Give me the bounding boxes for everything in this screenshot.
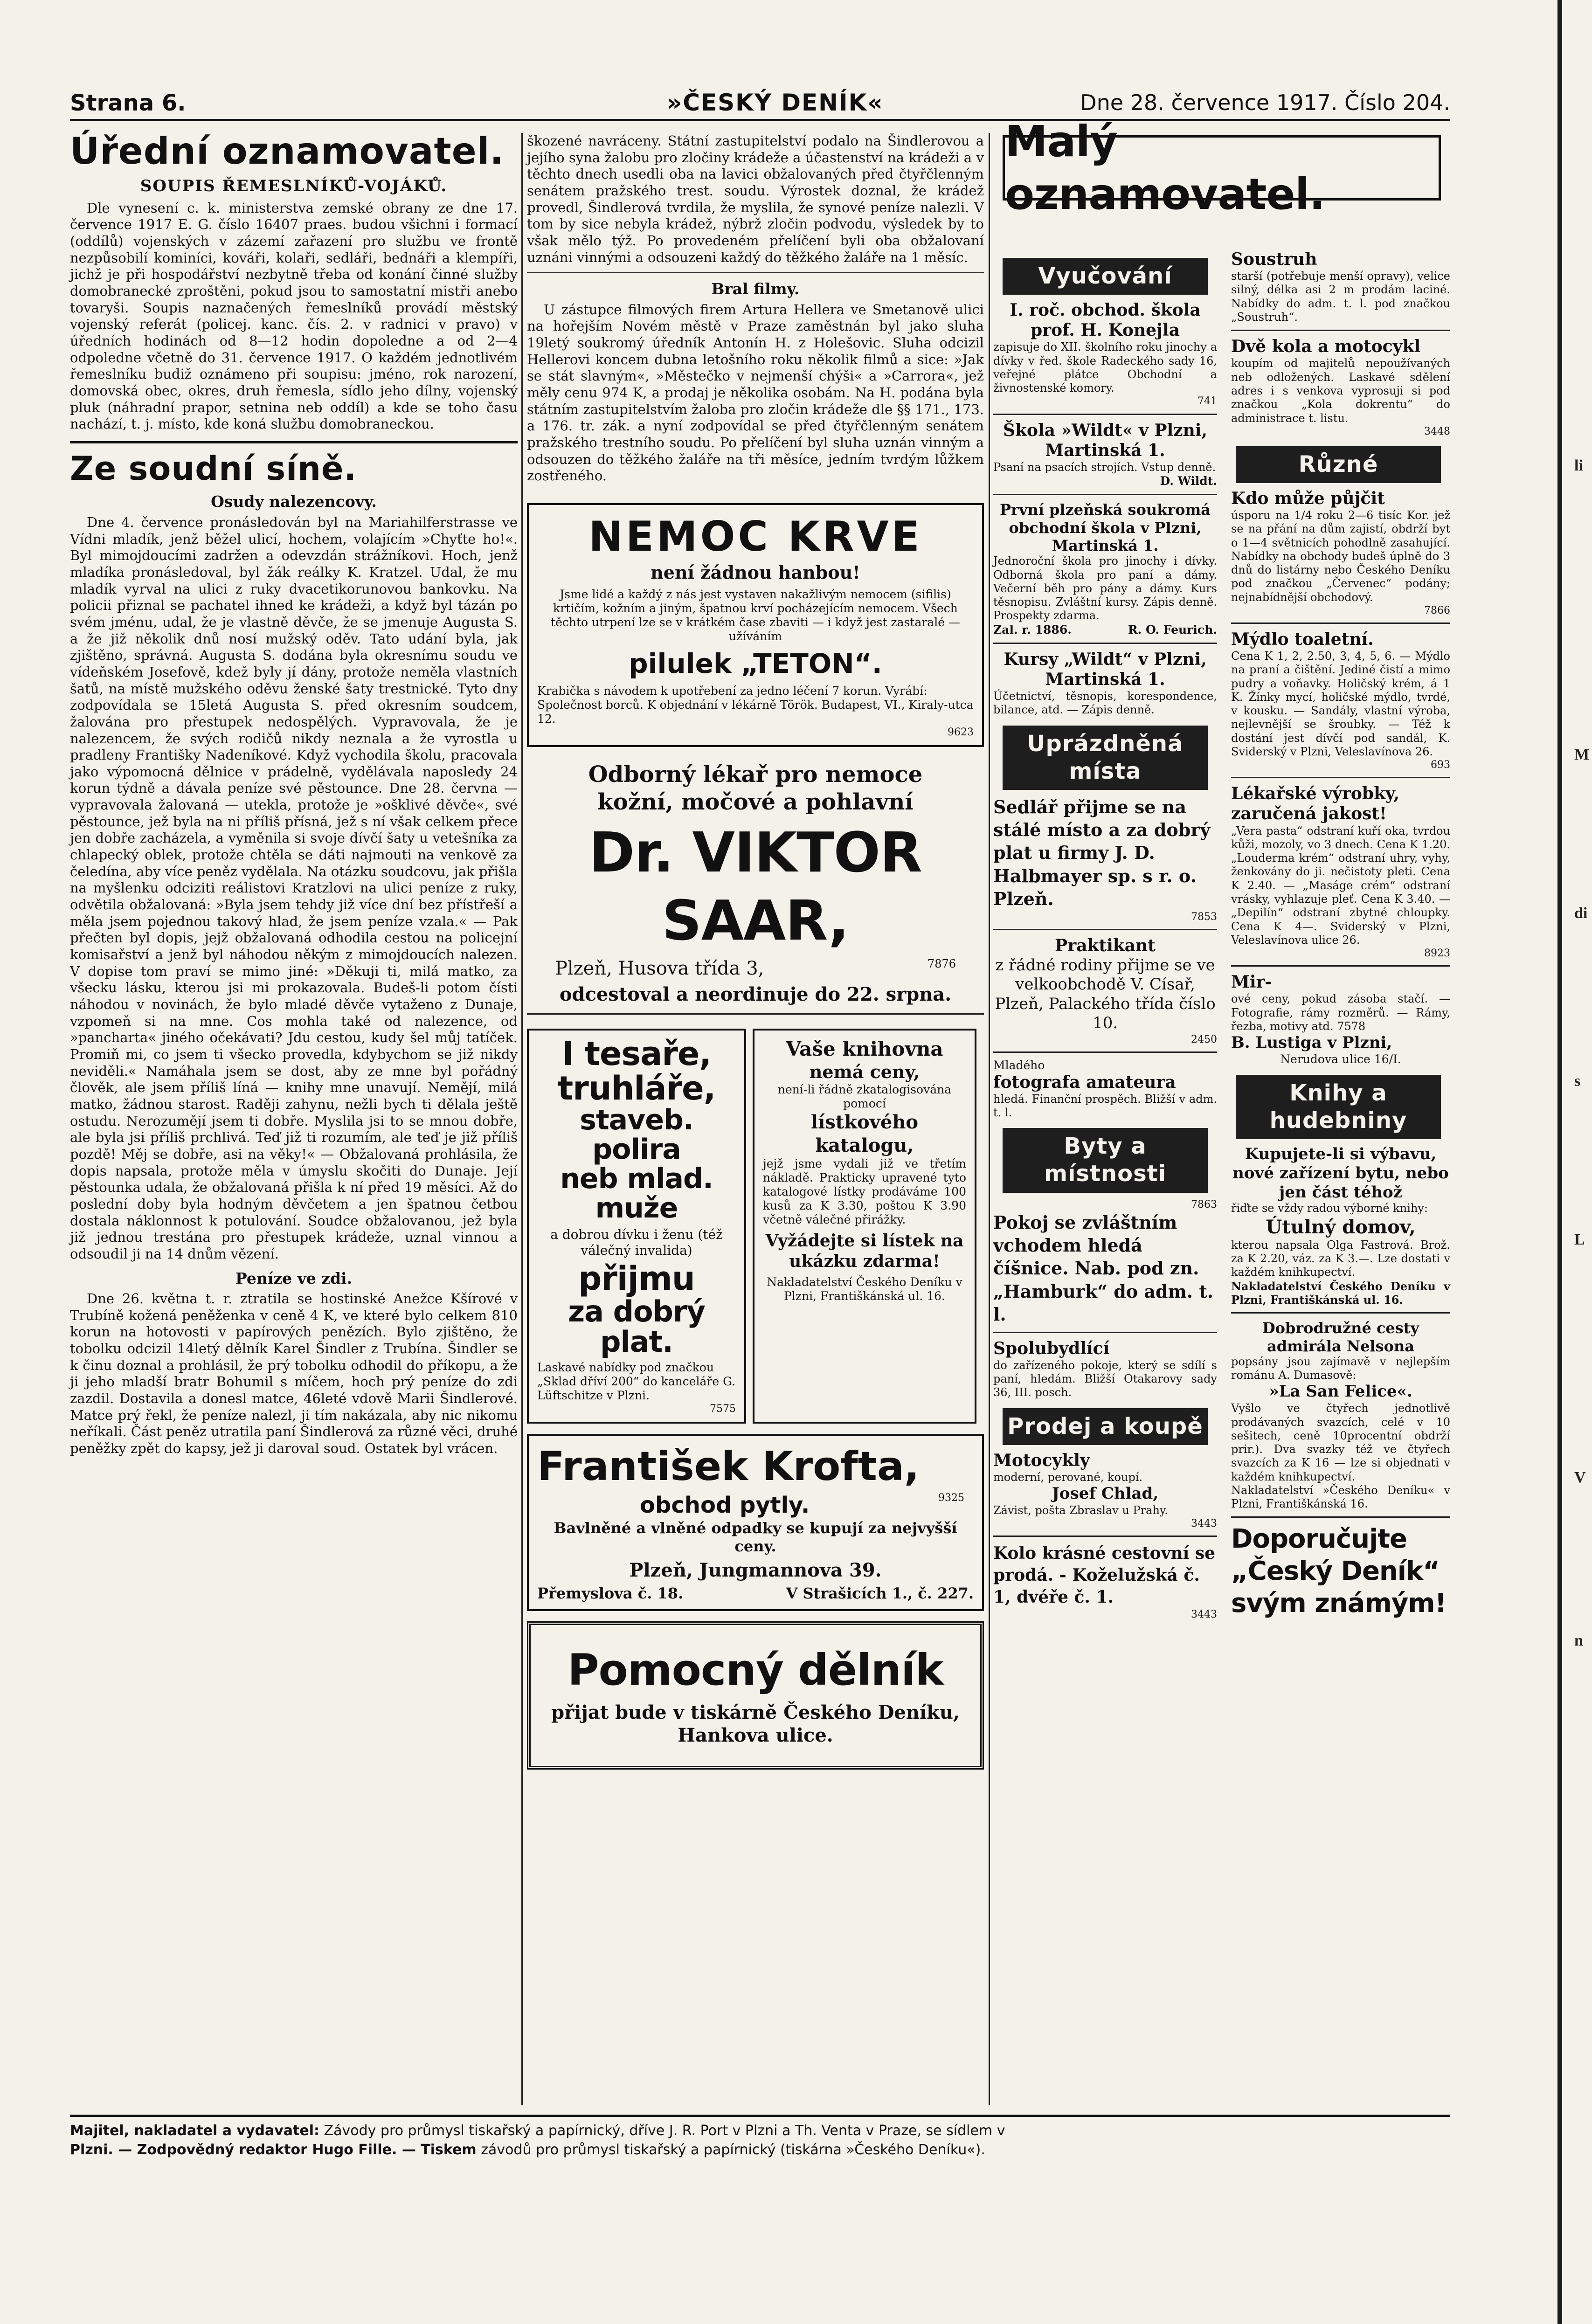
classified-head: I. roč. obchod. škola prof. H. Konejla [1010, 300, 1201, 340]
divider [1231, 777, 1450, 778]
imprint-footer [70, 2115, 1450, 2159]
classified-head: Soustruh [1231, 249, 1317, 269]
ad-text: Nakladatelství Českého Deníku v Plzni, Františkánská ul. 16. [767, 1275, 962, 1303]
classified-head: Mir- [1231, 972, 1272, 992]
ad-number: 7866 [1424, 604, 1450, 616]
classified-text: popsány jsou zajímavě v nejlepším románu A. Dumasově: [1231, 1355, 1450, 1382]
adjacent-page-fragment: di [1574, 905, 1588, 922]
divider [993, 1536, 1217, 1537]
ad-number: 9325 [938, 1492, 964, 1504]
ad-headline: František Krofta, [537, 1443, 920, 1490]
column-rule [989, 133, 990, 2105]
ad-headline: I tesaře, [562, 1035, 711, 1073]
ad-text: Bavlněné a vlněné odpadky se kupují za nejvyšší ceny. [554, 1519, 957, 1556]
adjacent-page-fragment: V [1574, 1469, 1586, 1486]
ad-number: 2450 [1191, 1033, 1217, 1045]
ad-headline: neb mlad. muže [560, 1162, 713, 1225]
classified-text: starší (potřebuje menší opravy), velice silný, délka asi 2 m prodám laciné. Nabídky do adm. t. l. pod značkou „Soustruh“. [1231, 270, 1450, 324]
category-banner: Prodej a koupě [1003, 1408, 1208, 1445]
section-heading-court: Ze soudní síně. [70, 449, 357, 488]
column-4 [1226, 133, 1450, 2105]
ad-number: 7876 [927, 957, 956, 970]
classified-book-title: Útulný domov, [1266, 1216, 1416, 1238]
divider [1231, 330, 1450, 331]
classified-head: Mýdlo toaletní. [1231, 629, 1374, 649]
classified-name: B. Lustiga v Plzni, [1231, 1033, 1392, 1052]
classified-head: Motocykly [993, 1450, 1090, 1470]
ad-number: 9623 [948, 726, 974, 739]
classified-head: Pokoj se zvláštním vchodem hledá číšnice. Nab. pod zn. „Hamburk“ do adm. t. l. [993, 1211, 1214, 1325]
classified-text: Vyšlo ve čtyřech jednotlivě prodávaných svazcích, celé v 10 sešitech, ceně 10procentní obdrží prir.). Dva svazky též ve čtyřech svazcích za K 16 — lze si objednati v každém knihkupectví. [1231, 1402, 1450, 1483]
divider [993, 643, 1217, 644]
ad-address: Plzeň, Husova třída 3, [555, 957, 764, 979]
classified-text: Jednoroční škola pro jinochy i dívky. Odborná škola pro paní a dámy. Večerní běh pro pány a dámy. Kurs těsnopisu. Zvláštní kursy. Zápis denně. Prospekty zdarma. [993, 554, 1217, 622]
classified-text: Cena K 1, 2, 2.50, 3, 4, 5, 6. — Mýdlo na praní a čištění. Jediné čistí a mimo pudry a voňavky. Holičský krém, á 1 K. Žínky mycí, holičské mýdlo, tvrdé, v kousku. — Sandály, vlastní výroba, nejlevnější se šroubky. — Též k dostání jest dívčí pod sandál, K. Sviderský v Plzni, Veleslavínova 26. [1231, 650, 1450, 758]
classified-signature: D. Wildt. [1160, 474, 1217, 488]
classified-book-title: »La San Felice«. [1269, 1382, 1412, 1401]
classifieds-heading: Malý oznamovatel. [1005, 116, 1325, 219]
classified-head: Kupujete-li si výbavu, nové zařízení bytu, nebo jen část téhož [1232, 1144, 1449, 1202]
page-number: Strana 6. [70, 90, 186, 116]
classified-text: ové ceny, pokud zásoba stačí. — Fotografie, rámy rozměrů. — Rámy, řezba, motivy atd. 7578 [1231, 992, 1450, 1033]
ad-subheadline: nemá ceny, [809, 1061, 920, 1082]
divider [1231, 622, 1450, 624]
ad-text: odcestoval a neordinuje do 22. srpna. [559, 983, 952, 1005]
advert-sawmill [527, 1029, 746, 1424]
column-1 [70, 133, 518, 2105]
section-heading-official: Úřední oznamovatel. [70, 131, 505, 173]
divider [993, 1332, 1217, 1333]
classified-head: Dvě kola a motocykl [1231, 337, 1421, 357]
article-title: Peníze ve zdi. [235, 1269, 353, 1287]
ad-doctor-name: Dr. VIKTOR SAAR, [589, 820, 922, 953]
ad-headline: za dobrý plat. [568, 1294, 705, 1359]
classified-head: Praktikant [1055, 935, 1156, 955]
ad-number: 7853 [1191, 911, 1217, 923]
ad-number: 8923 [1424, 948, 1450, 960]
classified-text: Psaní na psacích strojích. Vstup denně. [993, 460, 1216, 474]
classified-name: Josef Chlad, [1052, 1484, 1159, 1503]
ad-text: není-li řádně zkatalogisována pomocí [777, 1083, 952, 1111]
classified-address: Nerudova ulice 16/I. [1280, 1052, 1401, 1066]
classified-head: Sedlář přijme se na stálé místo a za dobrý plat u firmy J. D. Halbmayer sp. s r. o. Plzeň. [993, 796, 1211, 910]
ad-text: Krabička s návodem k upotřebení za jedno léčení 7 korun. Vyrábí: Společnost borců. K objednání v lékárně Török. Budapest, VI., Kiraly-utca 12. [537, 684, 974, 726]
ad-number: 7863 [1191, 1198, 1217, 1210]
classified-founded: Zal. r. 1886. [993, 622, 1072, 636]
category-banner: Uprázdněná místa [1003, 726, 1208, 790]
promo-tail: svým známým! [1231, 1588, 1447, 1619]
column-2 [527, 133, 984, 2105]
ad-address: Přemyslova č. 18. [537, 1584, 684, 1602]
classified-text: úsporu na 1/4 roku 2—6 tisíc Kor. jež se na přání na dům zajistí, obdrží byt o 1—4 světnicích pohodlně zasahující. Nabídky na obchody budeš úplně do 3 dnů do listárny nebo Českého Deníku pod značkou „Červenec“ podány; nejnabídnější obchodový. [1231, 509, 1450, 604]
article-title: SOUPIS ŘEMESLNÍKŮ-VOJÁKŮ. [140, 176, 448, 195]
classified-publisher: Nakladatelství »Českého Deníku« v Plzni, Františkánská 16. [1231, 1483, 1450, 1511]
imprint-text: závodů pro průmysl tiskařský a papírnický (tiskárna »Českého Deníku«). [481, 2141, 985, 2158]
imprint-label: Plzni. — Zodpovědný redaktor Hugo Fille. — Tiskem [70, 2141, 477, 2158]
advert-teton [527, 503, 984, 747]
ad-number: 741 [1197, 395, 1217, 408]
article-body: Dne 26. května t. r. ztratila se hostinské Anežce Kšírové v Trubíně kožená peněženka v ceně 4 K, ve které bylo celkem 810 korun na hotovosti v papírových penězích. Bylo zjištěno, že tobolku odcizil 14letý dělník Karel Šindler z Trubína. Šindler se k činu doznal a prohlásil, že prý tobolku odhodil do příkopu, a že ji jeho mladší bratr Bohumil s míčem, hoch prý peníze do zdi zazdil. Dostavila a donesl matce, 46leté vdově Marii Šindlerové. Matce prý řekl, že peníze nalezl, ji tím nakázala, aby nic nikomu neříkali. Část peněz utratila paní Šindlerová za různé věci, druhé peněžky zpět do kapsy, jež ji daroval soud. Ostatek byl vrácen. [70, 1291, 518, 1456]
column-rule [521, 133, 523, 2105]
classified-text: koupím od majitelů nepoužívaných neb odložených. Laskavé sdělení adres i s venkova vyprosuji si pod značkou „Kola dokrentu“ do administrace t. listu. [1231, 357, 1450, 425]
classified-publisher: Nakladatelství Českého Deníku v Plzni, Františkánská ul. 16. [1231, 1279, 1450, 1307]
category-banner: Různé [1236, 446, 1441, 483]
classified-text: zapisuje do XII. školního roku jinochy a dívky v řed. škole Radeckého sady 16, veřejné plátce Obchodní a živnostenské komory. [993, 340, 1217, 395]
imprint-label: Majitel, nakladatel a vydavatel: [70, 2123, 319, 2139]
advert-saar [527, 761, 984, 1015]
classified-signature: R. O. Feurich. [1128, 622, 1217, 636]
article-title: Osudy nalezencovy. [211, 492, 377, 511]
ad-headline: lístkového katalogu, [810, 1111, 919, 1156]
adjacent-page-fragment: s [1574, 1072, 1581, 1090]
classified-head: Dobrodružné cesty admirála Nelsona [1262, 1319, 1419, 1355]
ad-number: 3443 [1191, 1518, 1217, 1530]
divider [993, 929, 1217, 930]
issue-date: Dne 28. července 1917. Číslo 204. [1080, 90, 1450, 115]
classified-head: Kdo může půjčit [1231, 488, 1385, 508]
page-gutter [1557, 0, 1562, 2324]
article-body: škozené navráceny. Státní zastupitelství podalo na Šindlerovou a jejího syna žalobu pro zločiny krádeže a účastenství na krádeži a v těchto dnech usedli oba na lavici obžalovaných před čtyřčlenným senátem pražského trest. soudu. Výrostek doznal, že krádež provedl, Šindlerová tvrdila, že myslila, že synové peníze nalezli. V tom by sice nebyla krádež, nýbrž zločin podvodu, výsledek by to však mělo týž. Po provedeném přelíčení byli oba obžalovaní uznáni vinnými a odsouzeni každý do těžkého žaláře na 1 měsíc. [527, 133, 984, 265]
ad-text: Laskavé nabídky pod značkou „Sklad dříví 200“ do kanceláře G. Lüftschitze v Plzni. [537, 1360, 736, 1402]
advert-laborer [527, 1621, 984, 1770]
adjacent-page-edge [1557, 0, 1592, 2324]
divider [1231, 965, 1450, 967]
classified-pretext: Mladého [993, 1058, 1045, 1072]
ad-headline: přijmu [578, 1259, 695, 1298]
divider [70, 441, 518, 443]
classified-head: Kolo krásné cestovní se prodá. - Koželužská č. 1, dvéře č. 1. [993, 1543, 1216, 1607]
ad-text: přijat bude v tiskárně Českého Deníku, Hankova ulice. [551, 1702, 960, 1747]
adjacent-page-fragment: L [1574, 1231, 1585, 1248]
divider [527, 272, 984, 273]
advert-krofta [527, 1434, 984, 1611]
article-body: Dne 4. července pronásledován byl na Mariahilferstrasse ve Vídni mladík, jenž běžel ulicí, hochem, volajícím »Chyťte ho!«. Byl mimojdoucími zadržen a odevzdán strážníkovi. Hoch, jenž mladíka pronásledoval, byl žák reálky K. Kratzel. Udal, že mu mladík vyrval na ulici z ruky dvacetikorunovou bankovku. Na policii přiznal se pachatel ihned ke krádeži, a když byl tázán po svém jménu, udal, že je vlastně děvče, že se jmenuje Augusta S. a že již několik dnů nosí mužský oděv. Tato udání byla, jak zjištěno, správná. Augusta S. dodána byla okresnímu soudu ve vídeňském Josefově, kdež byly jí dány, protože neměla vlastních šatů, na místě mužského oděvu ženské šaty trestnické. Tyto dny zodpovídala se 15letá Augusta S. před okresním soudcem, žalována pro přestupek nedospělých. Vypravovala, že je nalezencem, že svých rodičů nikdy neznala a že vyrostla u pradleny Františky Nadeníkové. Když vychodila školu, pracovala jako výpomocná dělnice v prádelně, vydělávala naposledy 24 korun týdně a dávala peníze své pěstounce. Dne 28. června — vypravovala žalovaná — utekla, protože je »ošklivé děvče«, své pěstounce, jež byla na ni příliš přísná, jež s ní však celkem přece jen dobře zacházela, a vyměnila si svoje dívčí šaty u vetešníka za chlapecký oblek, protože chtěla se dáti najmouti na venkově za čeledína, aby více peněz vydělala. Na otázku soudcovu, jak přišla na myšlenku odciziti reálistovi Kratzlovi na ulici peníze z ruky, odvětila obžalovaná: »Byla jsem tehdy již více dní bez přístřeší a měla jsem pojednou takový hlad, že jsem peníze vzala.« — Pak přečten byl dopis, jejž obžalovaná odhodila cestou na policejní komisařství a jenž byl náhodou někým z mimojdoucích nalezen. V dopise tom praví se mimo jiné: »Děkuji ti, milá matko, za všecku lásku, kterou jsi mi prokazovala. Budeš-li potom čísti náhodou v novinách, že bylo mladé děvče vytaženo z Dunaje, vzpomeň si na mne. Cos mohla také od nalezence, od »pancharta« jiného očekávati? Jdu cestou, kudy šel můj tatíček. Promiň mi, co jsem ti všecko provedla, kdybychom se již nikdy neviděli.« Namáhala jsem se dost, aby ze mne byl pořádný člověk, ale jsem příliš líná — knihy mne unavují. Nemějí, milá matko, žádnou starost. Raději zahynu, nežli bych ti dělala ještě ostudu. Nerozumějí jsem ti dobře. Myslila jsi to se mnou dobře, ale byla jsi příliš prchlivá. Teď již ti rozumím, ale teď je již příliš pozdě! Měj se dobře, asi na věky!« — Obžalovaná prohlásila, že dopis napsala, protože měla v úmyslu skočiti do Dunaje. Její pěstounka udala, že obžalovaná přišla k ní před 19 měsíci. Až do poslední doby byla hodným děvčetem a jen špatnou četbou dostala náklonnost k potulování. Soudce obžalovanou, jež byla již jednou trestána pro přestupek krádeže, uznal vinnou a odsoudil ji na 14 dnům vězení. [70, 514, 518, 1262]
article-body: U zástupce filmových firem Artura Hellera ve Smetanově ulici na hořejším Novém městě v Praze zaměstnán byl jako sluha 19letý soukromý úředník Antonín H. z Holešovic. Sluha odcizil Hellerovi koncem dubna letošního roku několik filmů a sice: »Jak se stát slavným«, »Městečko v nejmenší chýši« a »Carrora«, jež měly cenu 974 K, a prodaj je několika osobám. Na H. podána byla státním zastupitelstvím žaloba pro zločin krádeže dle §§ 171., 173. a 176. tr. zák. a nyní zodpovídal se před čtyřčlenným senátem pražského trestního soudu. Po přelíčení byl sluha uznán vinným a odsouzen do těžkého žaláře na tři měsíce, jedním tvrdým lůžkem zostřeného. [527, 301, 984, 484]
ad-headline: Vyžádejte si lístek na ukázku zdarma! [765, 1231, 964, 1272]
adjacent-page-fragment: li [1574, 457, 1583, 474]
classified-head: fotografa amateura [993, 1072, 1176, 1092]
ad-subheadline: obchod pytly. [640, 1492, 810, 1518]
classified-head: Kursy „Wildt“ v Plzni, Martinská 1. [1004, 649, 1207, 689]
ad-headline: staveb. polira [580, 1104, 693, 1166]
ad-product: pilulek „TETON“. [629, 648, 882, 680]
category-banner: Vyučování [1003, 258, 1208, 295]
article-body: Dle vynesení c. k. ministerstva zemské obrany ze dne 17. července 1917 E. G. číslo 16407 praes. budou všichni i formací (oddílů) vojenských v zázemí zařazení pro službu ve frontě nezpůsobilí kominíci, kováři, kolaři, sedláři, bednáři a klempíři, jichž je při hospodářství nezbytně třeba od konání činné služby domobranecké zproštěni, pokud jsou to samostatní mistři anebo tovaryši. Soupis naznačených řemeslníků provádí městský vojenský referát (policej. kanc. čís. 2. v radnici v pravo) v úředních hodinách od 8—12 hodin dopoledne a od 2—4 odpoledne včetně do 31. července 1917. O každém jednotlivém řemeslníku budiž oznámeno při soupisu: jméno, rok narození, domovská obec, okres, druh řemesla, sídlo jeho dílny, vojenský pluk (náhradní prapor, setnina neb oddíl) a kde se toho času nachází, t. j. místo, kde koná službu domobraneckou. [70, 200, 518, 432]
divider [993, 414, 1217, 415]
ad-headline: NEMOC KRVE [588, 512, 922, 561]
classified-address: Závist, pošta Zbraslav u Prahy. [993, 1503, 1168, 1517]
article-title: Bral filmy. [711, 280, 800, 298]
ad-text: jejž jsme vydali již ve třetím nákladě. Prakticky upravené tyto katalogové lístky prodáváme 100 kusů za K 3.30, poštou K 3.90 včetně válečné přirážky. [763, 1156, 966, 1226]
classified-text: kterou napsala Olga Fastrová. Brož. za K 2.20, váz. za K 3.—. Lze dostati v každém knihkupectví. [1231, 1238, 1450, 1279]
ad-text: Jsme lidé a každý z nás jest vystaven nakažlivým nemocem (sifilis) krtičím, kožním a jiným, špatnou krví pocházejícím nemocem. Všech těchto utrpení lze se v krátkém čase zbaviti — i když jest zastaralé — užíváním [551, 588, 960, 643]
category-banner: Byty a místnosti [1003, 1128, 1208, 1192]
imprint-text: Závody pro průmysl tiskařský a papírnický, dříve J. R. Port v Plzni a Th. Venta v Praze, se sídlem v [324, 2123, 1005, 2139]
ad-address: V Strašicích 1., č. 227. [786, 1584, 974, 1602]
ad-subheadline: není žádnou hanbou! [651, 562, 860, 583]
classified-text: hledá. Finanční prospěch. Bližší v adm. t. l. [993, 1092, 1217, 1120]
ad-text: kožní, močové a pohlavní [597, 789, 914, 816]
category-banner: Knihy a hudebniny [1236, 1075, 1441, 1139]
ad-address: Plzeň, Jungmannova 39. [629, 1559, 882, 1581]
divider [1231, 1516, 1450, 1518]
classified-text: „Vera pasta“ odstraní kuří oka, tvrdou kůži, mozoly, vo 3 dnech. Cena K 1.20. „Louderma krém“ odstraní uhry, vyhy, ženkovány do ji. nečistoty pleti. Cena K 2.40. — „Maságe crém“ odstraní vrásky, vyhlazuje pleť. Cena K 3.40. — „Depilín“ odstraní zbytné chloupky. Cena K 4—. Sviderský v Plzni, Veleslavínova ulice 26. [1231, 824, 1450, 947]
ad-headline: truhláře, [557, 1069, 716, 1107]
ad-number: 3443 [1191, 1608, 1217, 1620]
classified-head: Spolubydlící [993, 1338, 1110, 1358]
classified-head: Škola »Wildt« v Plzni, Martinská 1. [1003, 420, 1207, 460]
ad-headline: Vaše knihovna [786, 1038, 943, 1061]
adjacent-page-fragment: n [1574, 1632, 1583, 1649]
classified-text: z řádné rodiny přijme se ve velkoobchodě V. Císař, Plzeň, Palackého třída číslo 10. [995, 955, 1216, 1033]
adjacent-page-fragment: M [1574, 746, 1590, 763]
classified-text: Účetnictví, těsnopis, korespondence, bilance, atd. — Zápis denně. [993, 690, 1217, 717]
ad-headline: Pomocný dělník [568, 1645, 943, 1695]
divider [1231, 1312, 1450, 1314]
ad-text: Odborný lékař pro nemoce [588, 761, 923, 788]
classified-head: Lékařské výrobky, zaručená jakost! [1231, 784, 1400, 824]
classified-text: moderní, perované, koupí. [993, 1470, 1143, 1484]
ad-number: 693 [1431, 759, 1450, 771]
classified-text: do zařízeného pokoje, který se sdílí s paní, hledám. Bližší Otakarovy sady 36, III. posch. [993, 1358, 1217, 1399]
ad-number: 7575 [710, 1403, 736, 1415]
ad-text: a dobrou dívku i ženu (též válečný invalida) [550, 1227, 723, 1258]
divider [993, 1051, 1217, 1053]
promo-title: „Český Deník“ [1231, 1556, 1440, 1587]
divider [993, 494, 1217, 495]
classified-head: První plzeňská soukromá obchodní škola v Plzni, Martinská 1. [999, 501, 1211, 554]
promo-head: Doporučujte [1231, 1524, 1407, 1555]
ad-number: 3448 [1424, 425, 1450, 437]
newspaper-title: »ČESKÝ DENÍK« [667, 89, 884, 116]
advert-catalogue [753, 1029, 976, 1424]
classified-text: řiďte se vždy radou výborné knihy: [1231, 1202, 1428, 1215]
